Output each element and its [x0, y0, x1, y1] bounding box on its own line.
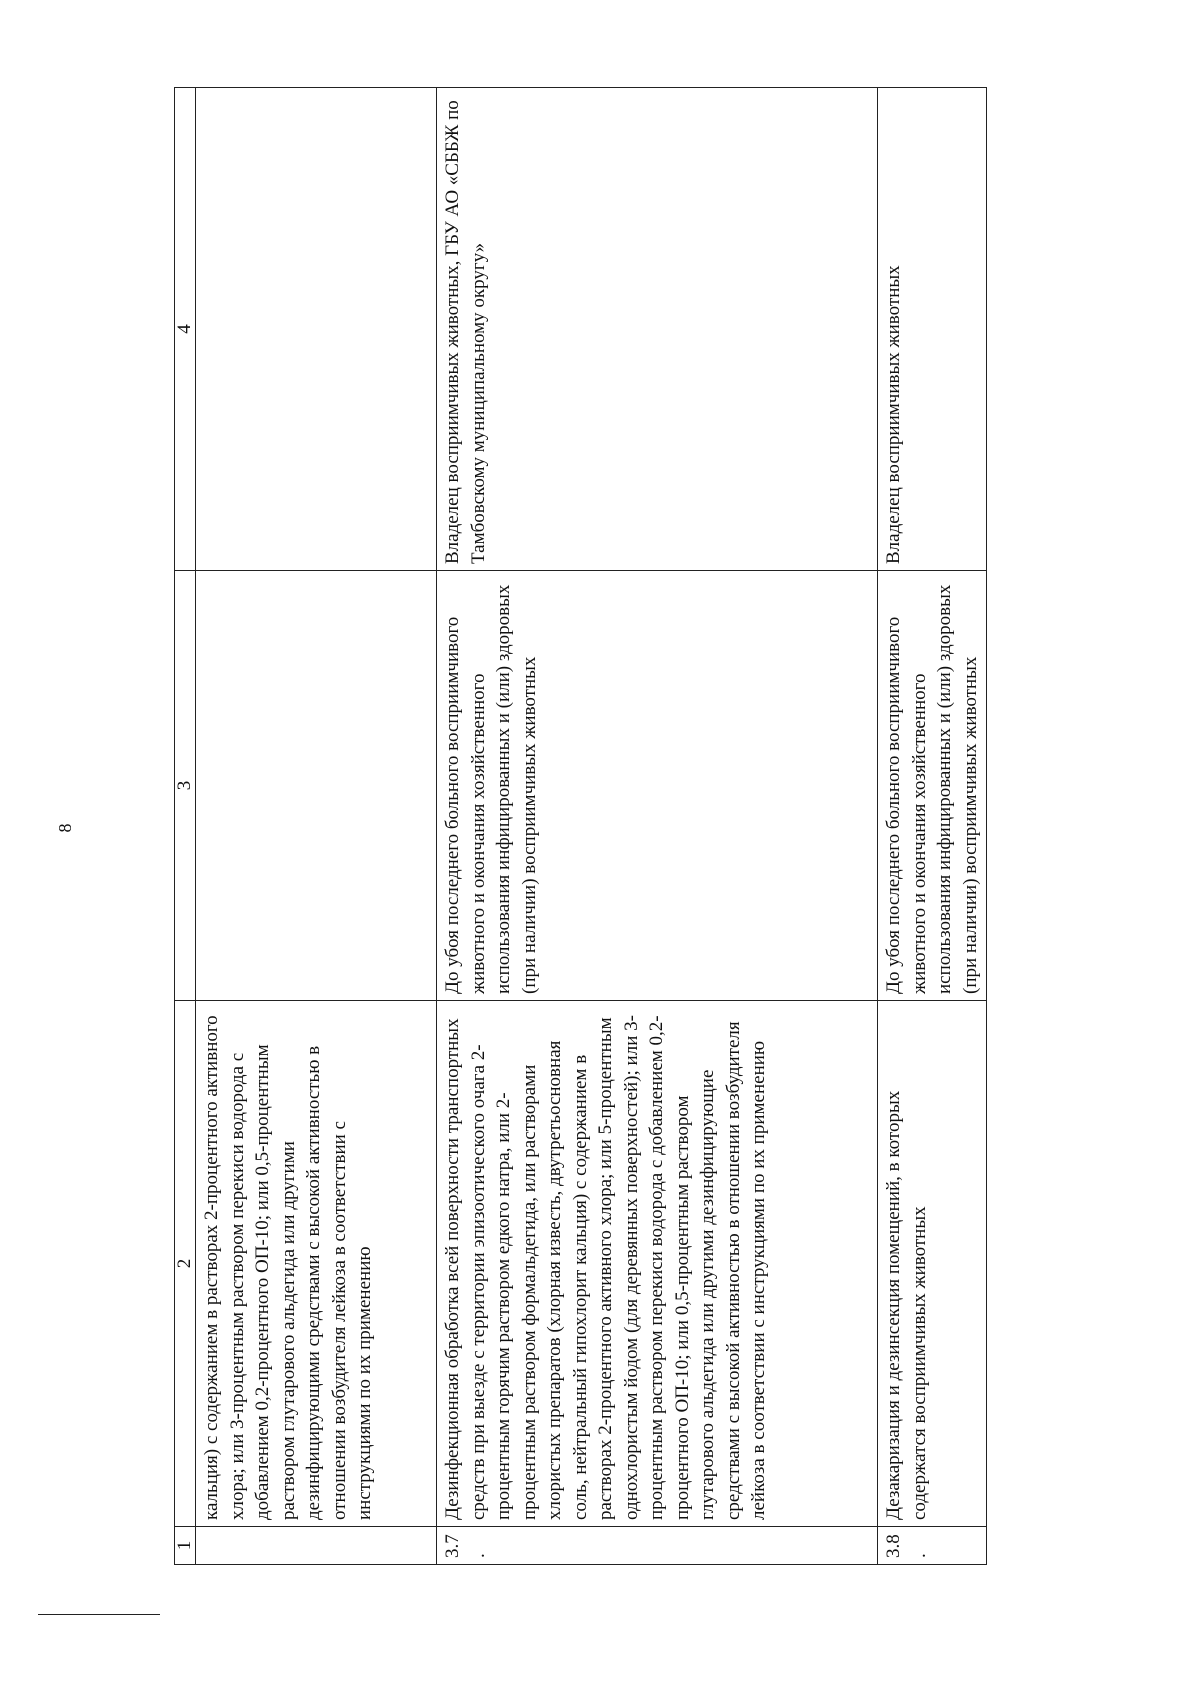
- table-row: [437, 88, 878, 1565]
- responsible-cell: [196, 88, 437, 571]
- measures-table: [174, 87, 987, 1565]
- responsible-cell: Владелец восприимчивых животных: [878, 88, 987, 571]
- measure-cell: Дезинфекционная обработка всей поверхности транспортных средств при выезде с территории эпизоотического очага 2-процентным горячим раствором едкого натра, или 2-процентным раствором формальдегида, или растворами хлористых препаратов (хлорная известь, двутретьосновная соль, нейтральный гипохлорит кальция) с содержанием в растворах 2-процентного активного хлора; или 5-процентным однохлористым йодом (для деревянных поверхностей); или 3-процентным раствором перекиси водорода с добавлением 0,2-процентного ОП-10; или 0,5-процентным раствором глутарового альдегида или другими дезинфицирующие средствами с высокой активностью в отношении возбудителя лейкоза в соответствии с инструкциями по их применению: [437, 1001, 878, 1527]
- table-row: [878, 88, 987, 1565]
- measure-cell: кальция) с содержанием в растворах 2-процентного активного хлора; или 3-процентным раствором перекиси водорода с добавлением 0,2-процентного ОП-10; или 0,5-процентным раствором глутарового альдегида или другими дезинфицирующими средствами с высокой активностью в отношении возбудителя лейкоза в соответствии с инструкциями по их применению: [196, 1001, 437, 1527]
- row-number-cell: 3.7.: [437, 1527, 878, 1565]
- row-number-cell: [196, 1527, 437, 1565]
- term-cell: До убоя последнего больного восприимчивого животного и окончания хозяйственного использования инфицированных и (или) здоровых (при наличии) восприимчивых животных: [437, 571, 878, 1001]
- term-cell: До убоя последнего больного восприимчивого животного и окончания хозяйственного использования инфицированных и (или) здоровых (при наличии) восприимчивых животных: [878, 571, 987, 1001]
- column-header: 2: [175, 1001, 196, 1527]
- page-number: 8: [55, 823, 75, 833]
- footnote-divider: [38, 1614, 160, 1615]
- row-number-cell: 3.8.: [878, 1527, 987, 1565]
- measure-cell: Дезакаризация и дезинсекция помещений, в которых содержатся восприимчивых животных: [878, 1001, 987, 1527]
- column-header: 4: [175, 88, 196, 571]
- column-header: 1: [175, 1527, 196, 1565]
- column-header: 3: [175, 571, 196, 1001]
- responsible-cell: Владелец восприимчивых животных, ГБУ АО «СББЖ по Тамбовскому муниципальному округу»: [437, 88, 878, 571]
- rotated-table-container: [174, 88, 981, 1565]
- table-header-row: [175, 88, 196, 1565]
- table-row: [196, 88, 437, 1565]
- term-cell: [196, 571, 437, 1001]
